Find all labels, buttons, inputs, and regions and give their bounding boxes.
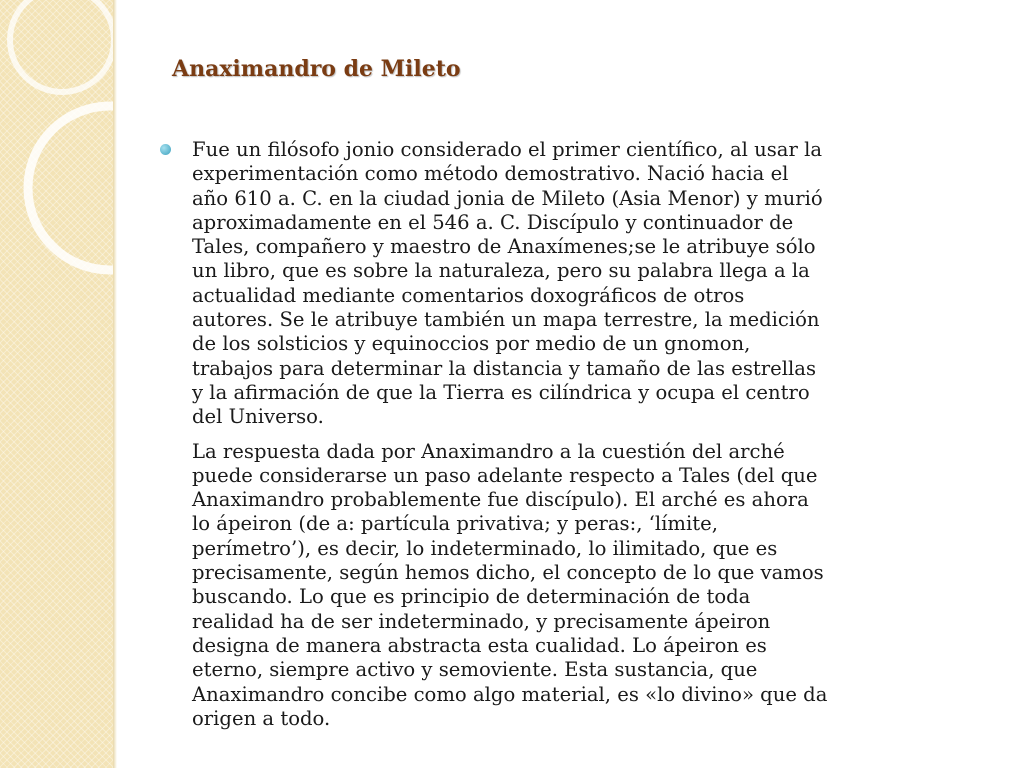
paragraph-2 bbox=[192, 440, 990, 732]
text-line: un libro, que es sobre la naturaleza, pero su palabra llega a la bbox=[192, 259, 810, 283]
text-line: lo ápeiron (de a: partícula privativa; y peras:, ‘límite, bbox=[192, 512, 718, 536]
text-line: del Universo. bbox=[192, 405, 324, 429]
bullet-icon bbox=[160, 144, 171, 155]
decorative-side-panel bbox=[0, 0, 113, 768]
text-line: y la afirmación de que la Tierra es cilíndrica y ocupa el centro bbox=[192, 380, 810, 404]
slide-title: Anaximandro de Mileto bbox=[172, 56, 461, 82]
text-line: designa de manera abstracta esta cualidad. Lo ápeiron es bbox=[192, 633, 767, 657]
text-line: precisamente, según hemos dicho, el concepto de lo que vamos bbox=[192, 561, 824, 585]
text-line: puede considerarse un paso adelante respecto a Tales (del que bbox=[192, 463, 818, 487]
paragraph-1 bbox=[192, 138, 990, 430]
text-line: actualidad mediante comentarios doxográficos de otros bbox=[192, 283, 745, 307]
panel-divider bbox=[113, 0, 117, 768]
text-line: autores. Se le atribuye también un mapa terrestre, la medición bbox=[192, 308, 820, 332]
text-line: Tales, compañero y maestro de Anaxímenes;se le atribuye sólo bbox=[192, 235, 816, 259]
text-line: año 610 a. C. en la ciudad jonia de Mileto (Asia Menor) y murió bbox=[192, 186, 823, 210]
text-line: Anaximandro concibe como algo material, es «lo divino» que da bbox=[192, 682, 828, 706]
decorative-circles bbox=[0, 0, 113, 768]
text-line: Fue un filósofo jonio considerado el primer científico, al usar la bbox=[192, 138, 823, 161]
slide-content bbox=[160, 138, 990, 741]
text-line: experimentación como método demostrativo. Nació hacia el bbox=[192, 162, 789, 186]
text-line: Anaximandro probablemente fue discípulo). El arché es ahora bbox=[192, 488, 809, 512]
text-line: origen a todo. bbox=[192, 706, 331, 730]
text-line: buscando. Lo que es principio de determinación de toda bbox=[192, 585, 751, 609]
text-line: eterno, siempre activo y semoviente. Esta sustancia, que bbox=[192, 658, 758, 682]
text-line: de los solsticios y equinoccios por medio de un gnomon, bbox=[192, 332, 751, 356]
text-line: La respuesta dada por Anaximandro a la cuestión del arché bbox=[192, 439, 785, 463]
text-line: realidad ha de ser indeterminado, y precisamente ápeiron bbox=[192, 609, 771, 633]
text-line: aproximadamente en el 546 a. C. Discípulo y continuador de bbox=[192, 210, 794, 234]
text-line: trabajos para determinar la distancia y tamaño de las estrellas bbox=[192, 356, 816, 380]
text-line: perímetro’), es decir, lo indeterminado, lo ilimitado, que es bbox=[192, 536, 778, 560]
